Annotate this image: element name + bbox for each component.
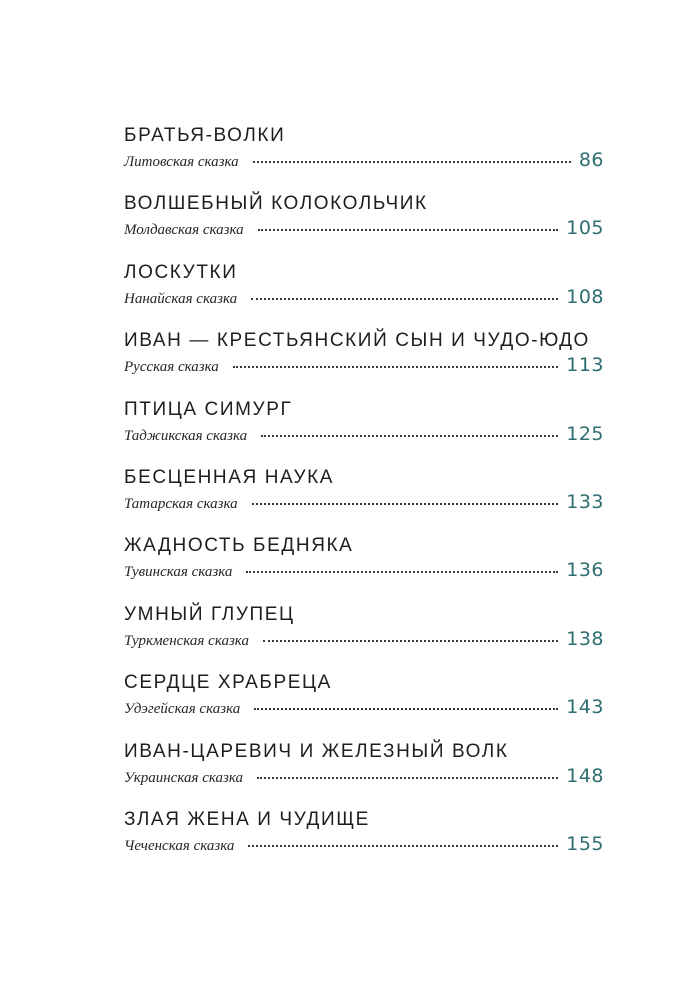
entry-subtitle: Чеченская сказка [124,837,235,854]
dot-leader [257,777,558,779]
entry-title: ЖАДНОСТЬ БЕДНЯКА [124,535,354,557]
entry-title: ЛОСКУТКИ [124,261,238,283]
entry-line [124,559,604,585]
entry-line [124,354,604,380]
toc-entry[interactable] [124,324,604,392]
entry-title: ЗЛАЯ ЖЕНА И ЧУДИЩЕ [124,808,370,830]
entry-page-number: 148 [566,764,604,787]
table-of-contents [124,119,604,871]
dot-leader [254,708,558,710]
entry-subtitle: Литовская сказка [124,154,239,170]
entry-page-number: 138 [566,627,604,650]
entry-line [124,491,604,517]
entry-subtitle: Русская сказка [124,359,219,376]
entry-subtitle: Татарская сказка [124,495,238,512]
toc-entry[interactable] [124,735,604,803]
toc-entry[interactable] [124,598,604,666]
entry-subtitle: Удэгейская сказка [124,701,241,718]
entry-line [124,628,604,654]
dot-leader [252,503,559,505]
entry-title: БРАТЬЯ-ВОЛКИ [124,125,286,146]
entry-title: БЕСЦЕННАЯ НАУКА [124,466,335,488]
entry-subtitle: Украинская сказка [124,769,243,786]
dot-leader [251,298,558,300]
dot-leader [248,845,558,847]
entry-title: ПТИЦА СИМУРГ [124,398,293,420]
toc-entry[interactable] [124,666,604,734]
entry-line [124,286,604,312]
entry-page-number: 136 [566,559,604,582]
entry-subtitle: Туркменская сказка [124,632,249,649]
toc-entry[interactable] [124,529,604,597]
entry-page-number: 86 [578,149,604,171]
entry-page-number: 143 [566,696,604,719]
entry-page-number: 105 [566,217,604,240]
entry-title: ИВАН-ЦАРЕВИЧ И ЖЕЛЕЗНЫЙ ВОЛК [124,740,509,762]
dot-leader [253,161,571,163]
entry-subtitle: Нанайская сказка [124,290,238,307]
entry-subtitle: Таджикская сказка [124,427,248,444]
toc-entry[interactable] [124,803,604,871]
dot-leader [261,435,558,437]
toc-entry[interactable] [124,393,604,461]
entry-page-number: 155 [566,832,604,855]
entry-line [124,696,604,722]
toc-entry[interactable] [124,119,604,187]
entry-subtitle: Молдавская сказка [124,222,244,239]
entry-page-number: 113 [566,354,604,377]
toc-entry[interactable] [124,256,604,324]
entry-line [124,217,604,243]
dot-leader [263,640,558,642]
toc-entry[interactable] [124,187,604,255]
dot-leader [246,571,558,573]
toc-entry[interactable] [124,461,604,529]
entry-line [124,833,604,859]
dot-leader [258,229,559,231]
entry-subtitle: Тувинская сказка [124,564,233,581]
entry-line [124,149,604,175]
entry-title: ИВАН — КРЕСТЬЯНСКИЙ СЫН И ЧУДО-ЮДО [124,330,590,352]
entry-page-number: 133 [566,490,604,513]
entry-title: ВОЛШЕБНЫЙ КОЛОКОЛЬЧИК [124,193,428,215]
entry-page-number: 108 [566,285,604,308]
entry-line [124,423,604,449]
entry-page-number: 125 [566,422,604,445]
entry-title: УМНЫЙ ГЛУПЕЦ [124,603,295,625]
entry-line [124,765,604,791]
entry-title: СЕРДЦЕ ХРАБРЕЦА [124,672,332,694]
dot-leader [233,366,558,368]
